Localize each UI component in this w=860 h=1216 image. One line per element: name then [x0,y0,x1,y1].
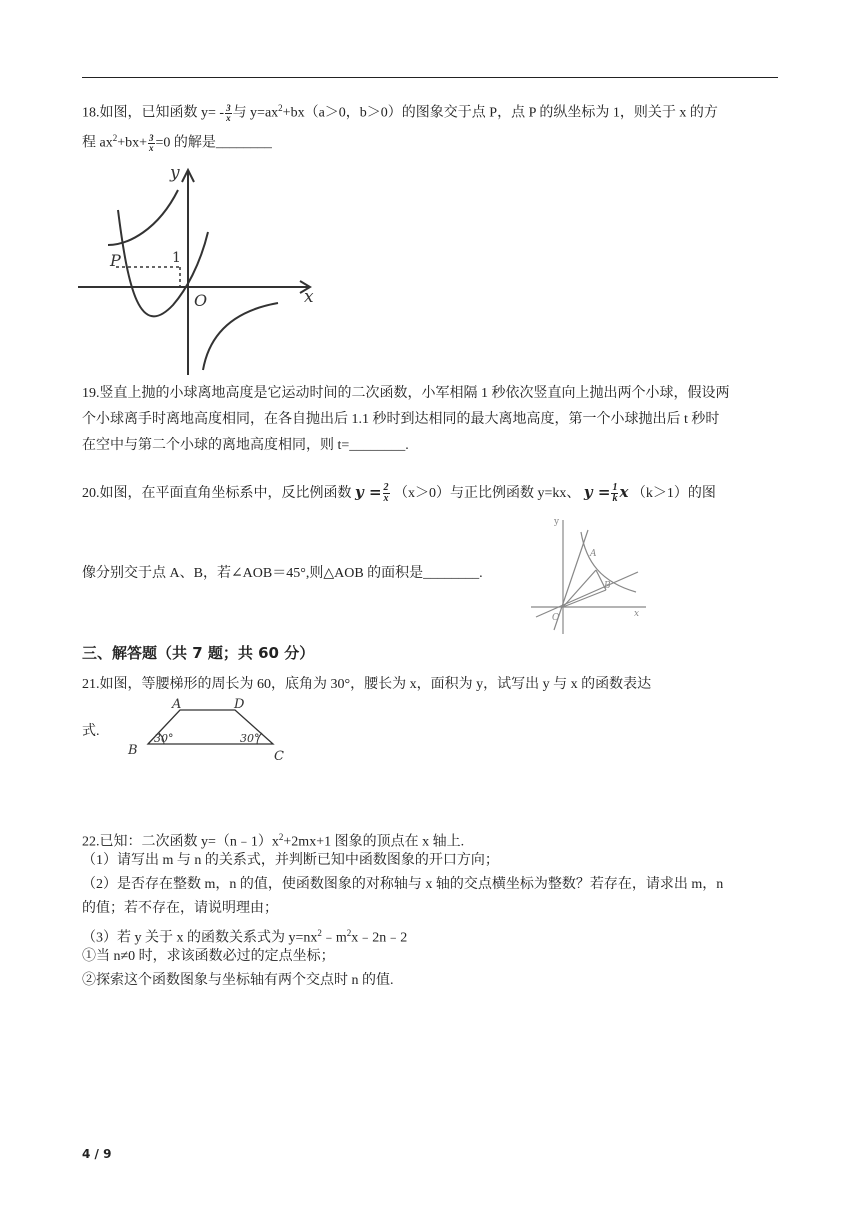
fraction-numerator: 3 [226,102,231,113]
angle-b-label: 30° [154,732,174,745]
q19-line-3: 在空中与第二个小球的离地高度相同，则 t=________. [82,438,409,453]
q22-sup-1: 2 [278,832,284,842]
y-axis-label: y [170,163,180,183]
q20-fraction-1 [383,483,390,504]
origin-label: O [552,613,560,623]
q18-text-4: 程 ax [82,135,113,151]
x-axis-label: x [304,287,314,307]
vertex-a-label: A [172,697,182,712]
fraction-denominator: x [226,112,231,123]
vertex-c-label: C [274,749,284,764]
q20-eq-2: y = [583,483,611,501]
q20-eq-3: x [619,483,629,501]
fraction-numerator: 1 [612,482,618,494]
q20-figure [526,512,656,638]
q22-text-4: ﹣m [321,930,347,946]
fraction-numerator: 2 [383,482,389,494]
point-a-label: A [590,549,597,559]
q18-text-1: 18.如图，已知函数 y= - [82,105,225,121]
q22-line-7: ②探索这个函数图象与坐标轴有两个交点时 n 的值. [82,973,394,988]
point-b-label: B [604,581,611,591]
y-axis-label: y [554,517,560,527]
q21-line-2: 式. [82,724,100,739]
q22-sup-2: 2 [317,928,322,938]
x-axis-label: x [634,609,640,619]
q22-text-3: （3）若 y 关于 x 的函数关系式为 y=nx [82,930,318,946]
vertex-b-label: B [128,743,138,758]
q18-text-6: =0 的解是________ [155,135,272,151]
q22-line-4: 的值；若不存在，请说明理由； [82,901,278,916]
tick-label-1: 1 [172,250,181,266]
q18-sup-1: 2 [278,103,283,113]
q21-trapezoid-figure [118,694,293,768]
fraction-denominator: k [612,493,618,505]
q18-figure [78,160,328,380]
q22-text-5: x﹣2n﹣2 [351,930,408,946]
q22-line-2: （1）请写出 m 与 n 的关系式，并判断已知中函数图象的开口方向； [82,853,499,868]
q22-line-5 [82,923,407,949]
point-p-label: P [110,251,121,270]
q20-fraction-2 [611,483,618,504]
q20-text-1: 20.如图，在平面直角坐标系中，反比例函数 [82,486,352,501]
vertex-d-label: D [234,697,245,712]
q22-line-6: ①当 n≠0 时，求该函数必过的定点坐标； [82,949,335,964]
q20-line-2: 像分别交于点 A、B，若∠AOB＝45°,则△AOB 的面积是________. [82,566,483,581]
q18-text-2: 与 y=ax [232,105,279,121]
q18-text-3: +bx（a＞0，b＞0）的图象交于点 P，点 P 的纵坐标为 1，则关于 x 的方 [282,105,718,121]
q18-text-5: +bx+ [117,135,148,151]
q22-text-2: +2mx+1 图象的顶点在 x 轴上. [283,834,465,850]
q18-sup-2: 2 [112,133,118,143]
q18-line-1 [82,98,718,124]
q19-line-1: 19.竖直上抛的小球离地高度是它运动时间的二次函数，小军相隔 1 秒依次竖直向上抛出两个小球，假设两 [82,386,730,401]
fraction-numerator: 3 [149,132,154,143]
q19-line-2: 个小球离手时离地高度相同，在各自抛出后 1.1 秒时到达相同的最大离地高度，第一个小球抛出后 t 秒时 [82,412,720,427]
q20-text-2: （x＞0）与正比例函数 y=kx、 [394,486,581,501]
angle-c-label: 30° [240,732,260,745]
q21-line-1: 21.如图，等腰梯形的周长为 60，底角为 30°，腰长为 x，面积为 y，试写出 y 与 x 的函数表达 [82,677,652,692]
q20-eq-1: y = [355,483,382,501]
q18-fraction-2 [148,134,155,153]
q20-line-1 [82,482,716,504]
origin-label: O [194,291,208,310]
fraction-denominator: x [383,493,389,505]
q22-text-1: 22.已知：二次函数 y=（n﹣1）x [82,834,279,850]
fraction-denominator: x [149,142,154,153]
q22-line-3: （2）是否存在整数 m，n 的值，使函数图象的对称轴与 x 轴的交点横坐标为整数？若存在，请求出 m，n [82,877,724,892]
top-rule [82,77,778,78]
section-heading: 三、解答题（共 7 题；共 60 分） [82,644,315,662]
q18-line-2 [82,128,272,154]
segment-ob [563,590,606,607]
q22-sup-3: 2 [346,928,352,938]
q20-text-3: （k＞1）的图 [631,486,716,501]
hyperbola-branch-right [203,303,278,370]
line-ob [536,572,638,617]
page-number: 4 / 9 [82,1147,112,1161]
q22-line-1 [82,827,464,853]
q18-fraction-1 [225,104,232,123]
